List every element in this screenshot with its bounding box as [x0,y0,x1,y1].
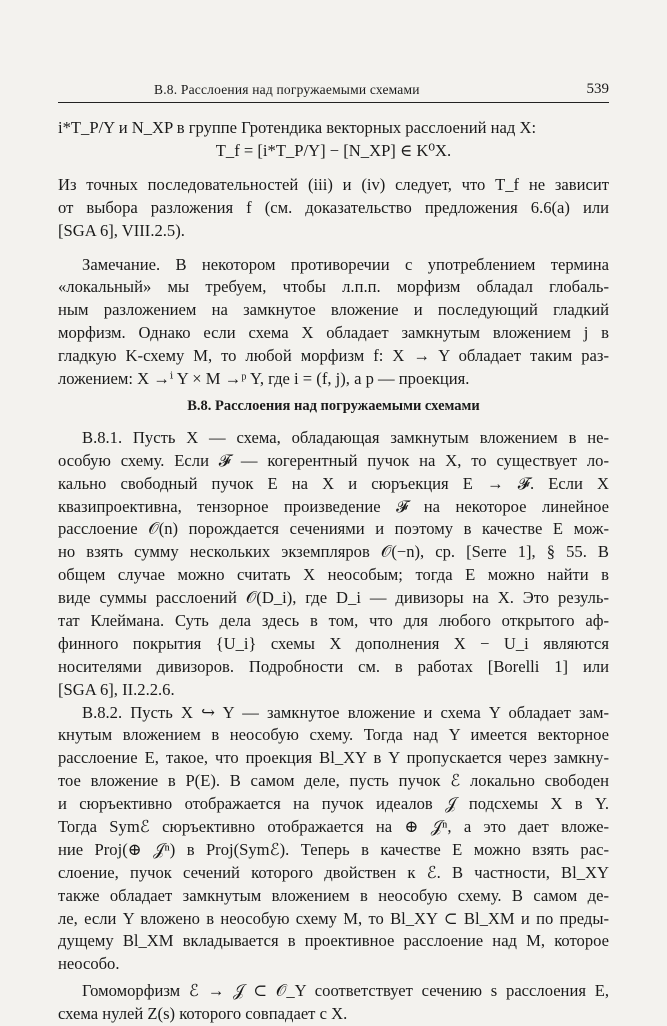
text-line: Из точных последовательностей (iii) и (iv) следует, что T_f не зависит [58,174,609,194]
paragraph-line: кнутым вложением в неособую схему. Тогда над Y имеется векторное [58,725,609,745]
paragraph-line: расслоение 𝒪(n) порождается сечениями и поэтому в качестве E мож- [58,519,609,539]
remark-line: гладкую K-схему M, то любой морфизм f: X → Y обладает таким раз- [58,346,609,366]
running-title: B.8. Расслоения над погружаемыми схемами [154,82,420,97]
paragraph-line: ние Proj(⊕ 𝒥ⁿ) в Proj(Symℰ). Теперь в качестве E можно взять рас- [58,839,609,859]
page-body [58,117,609,1026]
remark-line: морфизм. Однако если схема X обладает замкнутым вложением j в [58,323,609,343]
text-line: [SGA 6], VIII.2.5). [58,220,185,240]
paragraph-line: и сюръективно отображается на пучок идеалов 𝒥 подсхемы X в Y. [58,794,609,814]
paragraph-line: [SGA 6], II.2.2.6. [58,679,175,699]
section-heading: B.8. Расслоения над погружаемыми схемами [187,397,480,414]
paragraph-line: тое вложение в P(E). В самом деле, пусть пучок ℰ локально свободен [58,771,609,791]
remark-line: ным разложением на замкнутое вложение и последующий гладкий [58,300,609,320]
paragraph-line: кально свободный пучок E на X и сюръекция E → 𝓕. Если X [58,473,609,493]
paragraph-line: слоение, пучок сечений которого двойствен к ℰ. В частности, Bl_XY [58,862,609,882]
paragraph-line: квазипроективна, тензорное произведение 𝓕 на некоторое линейное [58,496,609,516]
remark-line: Замечание. В некотором противоречии с употреблением термина [82,254,609,274]
paragraph-line: B.8.1. Пусть X — схема, обладающая замкнутым вложением в не- [82,427,609,447]
paragraph-line: неособо. [58,954,120,974]
text-line: от выбора разложения f (см. доказательство предложения 6.6(a) или [58,197,609,217]
paragraph-line: виде суммы расслоений 𝒪(D_i), где D_i — дивизоры на X. Это резуль- [58,588,609,608]
paragraph-line: общем случае можно считать X неособым; тогда E можно найти в [58,565,609,585]
remark-line: ложением: X →ⁱ Y × M →ᵖ Y, где i = (f, j), а p — проекция. [58,368,470,388]
paragraph-line: но взять сумму нескольких экземпляров 𝒪(−n), ср. [Serre 1], § 55. В [58,542,609,562]
paragraph-line: носителями дивизоров. Подробности см. в работах [Borelli 1] или [58,656,609,676]
paragraph-line: схема нулей Z(s) которого совпадает с X. [58,1004,348,1024]
formula: T_f = [i*T_P/Y] − [N_XP] ∈ K⁰X. [215,140,452,160]
paragraph-line: тат Клеймана. Суть дела здесь в том, что для любого открытого аф- [58,610,609,630]
paragraph-line: B.8.2. Пусть X ↪ Y — замкнутое вложение и схема Y обладает зам- [82,702,609,722]
paragraph-line: особую схему. Если 𝓕 — когерентный пучок на X, то существует ло- [58,450,609,470]
paragraph-line: также обладает замкнутым вложением в неособую схему. В самом де- [58,885,609,905]
text-line: i*T_P/Y и N_XP в группе Гротендика векторных расслоений над X: [58,118,537,137]
paragraph-line: Гомоморфизм ℰ → 𝒥 ⊂ 𝒪_Y соответствует сечению s расслоения E, [82,981,609,1001]
paragraph-line: Тогда Symℰ сюръективно отображается на ⊕ 𝒥ⁿ, а это дает вложе- [58,817,609,837]
running-header [58,80,609,103]
paragraph-line: ле, если Y вложено в неособую схему M, то Bl_XY ⊂ Bl_XM и по преды- [58,908,609,928]
remark-line: «локальный» мы требуем, чтобы л.п.п. морфизм обладал глобаль- [58,277,609,297]
page-number: 539 [586,81,609,97]
paragraph-line: расслоение E, такое, что проекция Bl_XY в Y пропускается через замкну- [58,748,609,768]
paragraph-line: финного покрытия {U_i} схемы X дополнения X − U_i являются [58,633,609,653]
paragraph-line: дущему Bl_XM вкладывается в проективное расслоение над M, которое [58,931,609,951]
